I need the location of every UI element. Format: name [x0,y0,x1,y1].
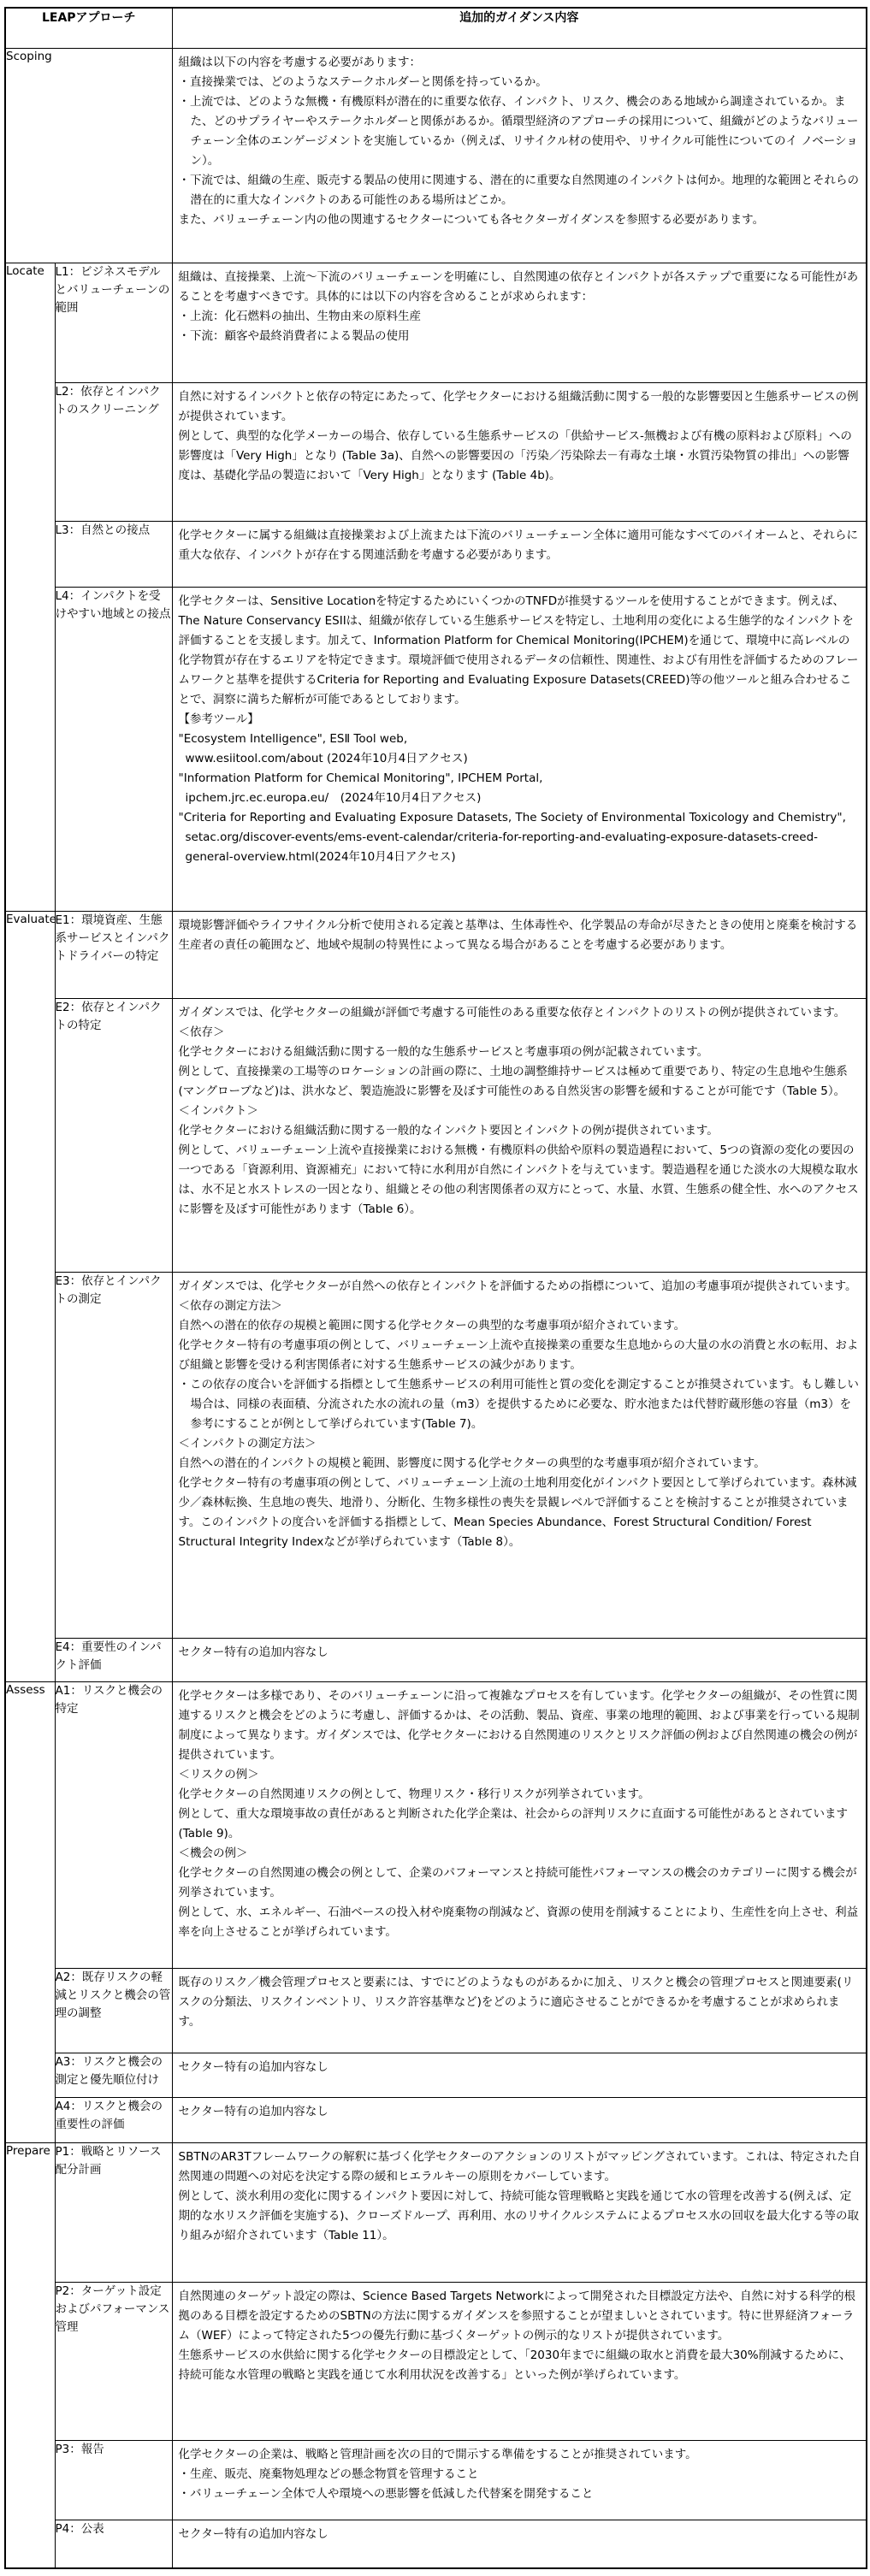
guidance-cell-box-scoping [173,49,867,263]
guidance-paragraph: ・下流では、組織の生産、販売する製品の使用に関連する、潜在的に重要な自然関連のインパクトは何か。地理的な範囲とそれらの潜在的に重大なインパクトのある可能性のある場所はどこか。 [178,173,860,207]
guidance-paragraph: 自然への潜在的インパクトの規模と範囲、影響度に関する化学セクターの典型的な考慮事項が紹介されています。 [178,1456,766,1470]
guidance-paragraph: 化学セクター特有の考慮事項の例として、バリューチェーン上流や直接操業の重要な生息地からの大量の水の消費と水の転用、および組織と影響を受ける利害関係者に対する生態系サービスの減少があります。 [178,1338,859,1372]
guidance-cell-box-A2 [173,1969,867,2053]
guidance-paragraph: 自然に対するインパクトと依存の特定にあたって、化学セクターにおける組織活動に関する一般的な影響要因と生態系サービスの例が提供されています。 [178,389,859,423]
table-row-P4 [5,2520,867,2568]
guidance-cell-box-L3 [173,522,867,587]
step-label-cell-A1: A1：リスクと機会の特定 [55,1681,172,1968]
guidance-paragraph: セクター特有の追加内容なし [178,2104,328,2118]
guidance-paragraph: セクター特有の追加内容なし [178,2059,328,2074]
table-row-P1 [5,2142,867,2282]
guidance-paragraph: 例として、バリューチェーン上流や直接操業における無機・有機原料の供給や原料の製造過程において、5つの資源の変化の要因の一つである「資源利用、資源補充」において特に水利用が自然にインパクトを与えています。製造過程を通じた淡水の大規模な取水は、水不足と水ストレスの一因となり、組織とその他の利害関係者の双方にとって、水量、水質、生態系の健全性、水へのアクセスに影響を及ぼす可能性があります（Table 6）。 [178,1143,859,1216]
step-label-cell-A4: A4：リスクと機会の重要性の評価 [55,2097,172,2142]
phase-cell-locate: Locate [5,263,55,911]
guidance-cell-box-P2 [173,2283,867,2440]
guidance-paragraph: "Ecosystem Intelligence", ESⅡ Tool web, [178,731,408,746]
guidance-paragraph: 化学セクターにおける組織活動に関する一般的な生態系サービスと考慮事項の例が記載されています。 [178,1044,709,1059]
table-row-E2 [5,998,867,1272]
guidance-paragraph: ＜インパクト＞ [178,1103,259,1118]
guidance-paragraph: www.esiitool.com/about (2024年10月4日アクセス) [185,751,468,765]
table-row-L3 [5,521,867,587]
header-additional-guidance: 追加的ガイダンス内容 [172,8,867,48]
guidance-paragraph: セクター特有の追加内容なし [178,2526,328,2541]
step-label-cell-P3: P3：報告 [55,2440,172,2520]
guidance-cell-box-A1 [173,1682,867,1968]
guidance-cell-box-E4 [173,1639,867,1681]
step-label-cell-L1: L1：ビジネスモデルとバリューチェーンの範囲 [55,263,172,382]
guidance-paragraph: ・直接操業では、どのようなステークホルダーと関係を持っているか。 [178,74,547,89]
guidance-paragraph: ガイダンスでは、化学セクターが自然への依存とインパクトを評価するための指標について、追加の考慮事項が提供されています。 [178,1279,857,1293]
guidance-paragraph: また、バリューチェーン内の他の関連するセクターについても各セクターガイダンスを参照する必要があります。 [178,212,765,227]
guidance-paragraph: ipchem.jrc.ec.europa.eu/ (2024年10月4日アクセス) [185,790,482,805]
guidance-cell-L2 [172,382,867,521]
guidance-paragraph: 化学セクターにおける組織活動に関する一般的なインパクト要因とインパクトの例が提供されています。 [178,1123,719,1137]
guidance-cell-box-P3 [173,2441,867,2520]
guidance-cell-L1 [172,263,867,382]
table-row-E4 [5,1638,867,1681]
guidance-cell-A1 [172,1681,867,1968]
guidance-paragraph: ガイダンスでは、化学セクターの組織が評価で考慮する可能性のある重要な依存とインパクトのリストの例が提供されています。 [178,1005,846,1019]
guidance-paragraph: ・下流：顧客や最終消費者による製品の使用 [178,328,410,343]
table-row-P2 [5,2282,867,2440]
guidance-paragraph: 例として、重大な環境事故の責任があると判断された化学企業は、社会からの評判リスクに直面する可能性があるとされています(Table 9)。 [178,1806,848,1840]
guidance-paragraph: ＜リスクの例＞ [178,1767,259,1781]
table-row-E1 [5,911,867,998]
table-row-A4 [5,2097,867,2142]
step-label-cell-L2: L2：依存とインパクトのスクリーニング [55,382,172,521]
guidance-paragraph: "Criteria for Reporting and Evaluating Exposure Datasets, The Society of Environmental Toxicology and Chemistry", [178,810,846,824]
guidance-paragraph: "Information Platform for Chemical Monitoring", IPCHEM Portal, [178,771,543,785]
header-leap-approach: LEAPアプローチ [5,8,172,48]
guidance-cell-E4 [172,1638,867,1681]
guidance-paragraph: setac.org/discover-events/ems-event-calendar/criteria-for-reporting-and-evaluating-exposure-datasets-creed-general-overview.html(2024年10月4日アクセス) [185,830,819,864]
guidance-paragraph: 化学セクターは、Sensitive Locationを特定するためにいくつかのTNFDが推奨するツールを使用することができます。例えば、The Nature Conservancy ESIIは、組織が依存している生態系サービスを特定し、土地利用の変化による生態学的なインパクトを評価することを支援します。加えて、Information Platform for Chemical Monitoring(IPCHEM)を通じて、環境中に高レベルの化学物質が存在するエリアを特定できます。環境評価で使用されるデータの信頼性、関連性、および有用性を評価するためのフレームワークと基準を提供するCriteria for Reporting and Evaluating Exposure Datasets(CREED)等の他ツールと組み合わせることで、洞察に満ちた解析が可能であるとしております。 [178,594,859,706]
guidance-cell-E1 [172,911,867,998]
guidance-cell-box-E2 [173,999,867,1272]
table-row-E3 [5,1272,867,1638]
step-label-cell-E1: E1：環境資産、生態系サービスとインパクトドライバーの特定 [55,911,172,998]
guidance-paragraph: ＜インパクトの測定方法＞ [178,1436,317,1450]
step-label-cell-P2: P2：ターゲット設定およびパフォーマンス管理 [55,2282,172,2440]
guidance-paragraph: 例として、直接操業の工場等のロケーションの計画の際に、土地の調整維持サービスは極めて重要であり、特定の生息地や生態系(マングローブなど)は、洪水など、製造施設に影響を及ぼす可能性のある自然災害の影響を緩和することが可能です（Table 5）。 [178,1064,848,1098]
table-row-A2 [5,1968,867,2053]
guidance-cell-box-L4 [173,588,867,911]
guidance-cell-E3 [172,1272,867,1638]
guidance-paragraph: 化学セクターに属する組織は直接操業および上流または下流のバリューチェーン全体に適用可能なすべてのバイオームと、それらに重大な依存、インパクトが存在する関連活動を考慮する必要があります。 [178,528,858,562]
header-row [5,8,867,48]
guidance-cell-box-E3 [173,1273,867,1638]
step-label-cell-E4: E4：重要性のインパクト評価 [55,1638,172,1681]
guidance-cell-box-L2 [173,383,867,521]
guidance-paragraph: 化学セクターは多様であり、そのバリューチェーンに沿って複雑なプロセスを有しています。化学セクターの組織が、その性質に関連するリスクと機会をどのように考慮し、評価するかは、その活動、製品、資産、事業の地理的範囲、および事業を行っている規制制度によって異なります。ガイダンスでは、化学セクターにおける自然関連のリスクとリスク評価の例および自然関連の機会の例が提供されています。 [178,1688,860,1762]
guidance-paragraph: SBTNのAR3Tフレームワークの解釈に基づく化学セクターのアクションのリストがマッピングされています。これは、特定された自然関連の問題への対応を決定する際の緩和ヒエラルキーの原則をカバーしています。 [178,2149,861,2183]
guidance-paragraph: ・上流では、どのような無機・有機原料が潜在的に重要な依存、インパクト、リスク、機会のある地域から調達されているか。また、どのサプライヤーやステークホルダーと関係があるか。循環型経済のアプローチの採用について、組織がどのようなバリューチェーン全体のエンゲージメントを実施しているか（例えば、リサイクル材の使用や、リサイクル可能性についてのイ ノベーション）。 [178,94,859,168]
guidance-paragraph: 化学セクターの自然関連の機会の例として、企業のパフォーマンスと持続可能性パフォーマンスの機会のカテゴリーに関する機会が列挙されています。 [178,1865,857,1900]
guidance-paragraph: 既存のリスク／機会管理プロセスと要素には、すでにどのようなものがあるかに加え、リスクと機会の管理プロセスと関連要素(リスクの分類法、リスクインベントリ、リスク許容基準など)をどのように適応させることができるかを考慮することが求められます。 [178,1975,854,2029]
step-label-cell-L3: L3：自然との接点 [55,521,172,587]
table-row-L2 [5,382,867,521]
guidance-cell-box-P1 [173,2143,867,2282]
guidance-paragraph: 化学セクターの企業は、戦略と管理計画を次の目的で開示する準備をすることが推奨されています。 [178,2447,697,2461]
guidance-cell-box-P4 [173,2520,867,2567]
phase-cell-prepare: Prepare [5,2142,55,2568]
guidance-cell-L4 [172,587,867,911]
step-label-cell-A3: A3：リスクと機会の測定と優先順位付け [55,2053,172,2097]
table-row-L1 [5,263,867,382]
guidance-paragraph: 自然関連のターゲット設定の際は、Science Based Targets Networkによって開発された目標設定方法や、自然に対する科学的根拠のある目標を設定するためのSBTNの方法に関するガイダンスを参照することが望ましいとされています。特に世界経済フォーラム（WEF）によって特定された5つの優先行動に基づくターゲットの例示的なリストが提供されています。 [178,2289,856,2343]
leap-guidance-table [4,7,867,2569]
guidance-paragraph: ＜依存＞ [178,1025,225,1039]
table-row-A3 [5,2053,867,2097]
guidance-cell-P4 [172,2520,867,2568]
step-label-cell-P4: P4：公表 [55,2520,172,2568]
guidance-paragraph: 生態系サービスの水供給に関する化学セクターの目標設定として、「2030年までに組織の取水と消費を最大30%削減するために、持続可能な水管理の戦略と実践を通じて水利用状況を改善する」といった例が挙げられています。 [178,2348,851,2382]
table-row-A1 [5,1681,867,1968]
guidance-paragraph: ＜依存の測定方法＞ [178,1298,282,1313]
guidance-paragraph: 【参考ツール】 [178,712,259,726]
phase-cell-evaluate: Evaluate [5,911,55,1681]
guidance-paragraph: ・バリューチェーン全体で人や環境への悪影響を低減した代替案を開発すること [178,2486,594,2501]
guidance-paragraph: 自然への潜在的依存の規模と範囲に関する化学セクターの典型的な考慮事項が紹介されています。 [178,1318,686,1332]
step-label-cell-P1: P1：戦略とリソース配分計画 [55,2142,172,2282]
guidance-cell-box-A4 [173,2098,867,2142]
guidance-paragraph: 化学セクター特有の考慮事項の例として、バリューチェーン上流の土地利用変化がインパクト要因として挙げられています。森林減少／森林転換、生息地の喪失、地滑り、分断化、生物多様性の喪失を景観レベルで評価することを検討することが推奨されています。このインパクトの度合いを評価する指標として、Mean Species Abundance、Forest Structural Condition/ Forest Structural Integrity Indexなどが挙げられています（Table 8）。 [178,1475,857,1549]
guidance-paragraph: ・この依存の度合いを評価する指標として生態系サービスの利用可能性と質の変化を測定することが推奨されています。もし難しい場合は、同様の表面積、分流された水の流れの量（m3）を提供するために必要な、貯水池または代替貯蔵形態の容量（m3）を参考にすることが例として挙げられています(Table 7)。 [178,1377,859,1431]
guidance-cell-P3 [172,2440,867,2520]
guidance-paragraph: 組織は、直接操業、上流～下流のバリューチェーンを明確にし、自然関連の依存とインパクトが各ステップで重要になる可能性があることを考慮すべきです。具体的には以下の内容を含めることが求められます： [178,269,859,304]
step-label-cell-A2: A2：既存リスクの軽減とリスクと機会の管理の調整 [55,1968,172,2053]
guidance-paragraph: 例として、典型的な化学メーカーの場合、依存している生態系サービスの「供給サービス-無機および有機の原料および原料」への影響度は「Very High」となり (Table 3a)、自然への影響要因の「汚染／汚染除去－有毒な土壌・水質汚染物質の排出」への影響度は、基礎化学品の製造において「Very High」となります (Table 4b)。 [178,428,852,482]
table-body [5,48,867,2568]
guidance-cell-box-L1 [173,263,867,382]
table-header [5,8,867,48]
guidance-cell-A3 [172,2053,867,2097]
guidance-paragraph: ＜機会の例＞ [178,1846,248,1860]
table-row-L4 [5,587,867,911]
guidance-cell-box-E1 [173,912,867,998]
guidance-paragraph: 環境影響評価やライフサイクル分析で使用される定義と基準は、生体毒性や、化学製品の寿命が尽きたときの使用と廃棄を検討する生産者の責任の範囲など、地域や規制の特異性によって異なる場合があることを考慮する必要があります。 [178,918,858,952]
guidance-paragraph: ・生産、販売、廃棄物処理などの懸念物質を管理すること [178,2467,479,2481]
guidance-cell-E2 [172,998,867,1272]
guidance-cell-scoping [172,48,867,263]
guidance-paragraph: 化学セクターの自然関連リスクの例として、物理リスク・移行リスクが列挙されています。 [178,1787,650,1801]
phase-cell-scoping: Scoping [5,48,172,263]
step-label-cell-E3: E3：依存とインパクトの測定 [55,1272,172,1638]
step-label-cell-E2: E2：依存とインパクトの特定 [55,998,172,1272]
table-row-P3 [5,2440,867,2520]
guidance-cell-A2 [172,1968,867,2053]
step-label-cell-L4: L4：インパクトを受けやすい地域との接点 [55,587,172,911]
guidance-cell-A4 [172,2097,867,2142]
guidance-cell-P2 [172,2282,867,2440]
guidance-cell-L3 [172,521,867,587]
guidance-cell-box-A3 [173,2053,867,2097]
phase-cell-assess: Assess [5,1681,55,2142]
guidance-paragraph: 例として、水、エネルギー、石油ベースの投入材や廃棄物の削減など、資源の使用を削減することにより、生産性を向上させ、利益率を向上させることが挙げられています。 [178,1905,859,1939]
table-row-scoping [5,48,867,263]
guidance-cell-P1 [172,2142,867,2282]
guidance-paragraph: セクター特有の追加内容なし [178,1645,328,1659]
guidance-paragraph: 組織は以下の内容を考慮する必要があります： [178,55,421,69]
guidance-paragraph: 例として、淡水利用の変化に関するインパクト要因に対して、持続可能な管理戦略と実践を通じて水の管理を改善する(例えば、定期的な水リスク評価を実施する)、クローズドループ、再利用、水のリサイクルシステムによるプロセス水の回収を最大化する等の取り組みが紹介されています（Table 11）。 [178,2189,859,2242]
guidance-paragraph: ・上流：化石燃料の抽出、生物由来の原料生産 [178,309,421,323]
